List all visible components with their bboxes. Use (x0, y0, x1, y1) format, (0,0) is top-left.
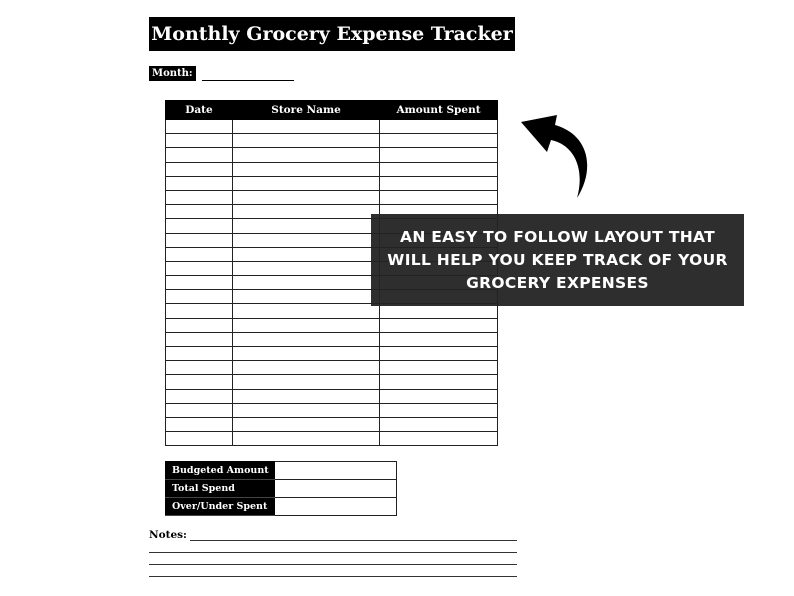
amount-cell[interactable] (380, 389, 498, 403)
store-name-cell[interactable] (233, 219, 380, 233)
curved-arrow-icon (515, 100, 600, 205)
total-spend-cell[interactable] (275, 480, 397, 498)
date-cell[interactable] (166, 276, 233, 290)
date-cell[interactable] (166, 233, 233, 247)
table-row (166, 120, 498, 134)
callout-text: AN EASY TO FOLLOW LAYOUT THAT WILL HELP YOU KEEP TRACK OF YOUR GROCERY EXPENSES (387, 227, 728, 292)
table-row (166, 190, 498, 204)
over-under-label: Over/Under Spent (166, 498, 275, 516)
month-label: Month: (149, 66, 196, 81)
amount-cell[interactable] (380, 162, 498, 176)
table-row (166, 332, 498, 346)
store-name-cell[interactable] (233, 233, 380, 247)
date-cell[interactable] (166, 148, 233, 162)
store-name-cell[interactable] (233, 247, 380, 261)
date-cell[interactable] (166, 134, 233, 148)
amount-cell[interactable] (380, 318, 498, 332)
amount-cell[interactable] (380, 347, 498, 361)
budgeted-amount-cell[interactable] (275, 462, 397, 480)
date-cell[interactable] (166, 332, 233, 346)
store-name-cell[interactable] (233, 318, 380, 332)
header-date: Date (166, 101, 233, 120)
table-row (166, 134, 498, 148)
notes-line[interactable] (149, 553, 517, 565)
amount-cell[interactable] (380, 134, 498, 148)
date-cell[interactable] (166, 375, 233, 389)
amount-cell[interactable] (380, 148, 498, 162)
date-cell[interactable] (166, 304, 233, 318)
date-cell[interactable] (166, 176, 233, 190)
table-row (166, 176, 498, 190)
notes-line[interactable] (149, 541, 517, 553)
store-name-cell[interactable] (233, 389, 380, 403)
table-row (166, 417, 498, 431)
amount-cell[interactable] (380, 190, 498, 204)
date-cell[interactable] (166, 162, 233, 176)
amount-cell[interactable] (380, 403, 498, 417)
over-under-cell[interactable] (275, 498, 397, 516)
summary-table (165, 461, 397, 516)
date-cell[interactable] (166, 261, 233, 275)
store-name-cell[interactable] (233, 162, 380, 176)
store-name-cell[interactable] (233, 148, 380, 162)
notes-line[interactable] (149, 565, 517, 577)
budgeted-amount-label: Budgeted Amount (166, 462, 275, 480)
notes-section (149, 529, 517, 577)
table-row (166, 304, 498, 318)
date-cell[interactable] (166, 347, 233, 361)
store-name-cell[interactable] (233, 375, 380, 389)
store-name-cell[interactable] (233, 205, 380, 219)
amount-cell[interactable] (380, 332, 498, 346)
date-cell[interactable] (166, 120, 233, 134)
amount-cell[interactable] (380, 375, 498, 389)
table-row (166, 148, 498, 162)
table-row (166, 318, 498, 332)
store-name-cell[interactable] (233, 417, 380, 431)
date-cell[interactable] (166, 205, 233, 219)
table-row (166, 347, 498, 361)
table-row (166, 162, 498, 176)
date-cell[interactable] (166, 318, 233, 332)
page-title: Monthly Grocery Expense Tracker (149, 17, 515, 51)
amount-cell[interactable] (380, 176, 498, 190)
store-name-cell[interactable] (233, 332, 380, 346)
header-amount-spent: Amount Spent (380, 101, 498, 120)
amount-cell[interactable] (380, 432, 498, 446)
notes-line[interactable] (190, 530, 517, 541)
table-row (166, 361, 498, 375)
table-row (166, 432, 498, 446)
store-name-cell[interactable] (233, 176, 380, 190)
month-field (149, 66, 294, 81)
amount-cell[interactable] (380, 361, 498, 375)
date-cell[interactable] (166, 432, 233, 446)
store-name-cell[interactable] (233, 361, 380, 375)
callout-banner (371, 214, 744, 306)
store-name-cell[interactable] (233, 432, 380, 446)
store-name-cell[interactable] (233, 347, 380, 361)
date-cell[interactable] (166, 190, 233, 204)
store-name-cell[interactable] (233, 403, 380, 417)
table-row (166, 375, 498, 389)
date-cell[interactable] (166, 389, 233, 403)
header-store-name: Store Name (233, 101, 380, 120)
date-cell[interactable] (166, 361, 233, 375)
table-row (166, 389, 498, 403)
amount-cell[interactable] (380, 120, 498, 134)
store-name-cell[interactable] (233, 276, 380, 290)
notes-label: Notes: (149, 529, 187, 541)
store-name-cell[interactable] (233, 134, 380, 148)
date-cell[interactable] (166, 247, 233, 261)
table-row (166, 403, 498, 417)
store-name-cell[interactable] (233, 304, 380, 318)
date-cell[interactable] (166, 290, 233, 304)
total-spend-label: Total Spend (166, 480, 275, 498)
amount-cell[interactable] (380, 304, 498, 318)
date-cell[interactable] (166, 403, 233, 417)
month-input-line[interactable] (202, 68, 294, 81)
amount-cell[interactable] (380, 417, 498, 431)
store-name-cell[interactable] (233, 261, 380, 275)
store-name-cell[interactable] (233, 190, 380, 204)
store-name-cell[interactable] (233, 120, 380, 134)
date-cell[interactable] (166, 219, 233, 233)
store-name-cell[interactable] (233, 290, 380, 304)
date-cell[interactable] (166, 417, 233, 431)
